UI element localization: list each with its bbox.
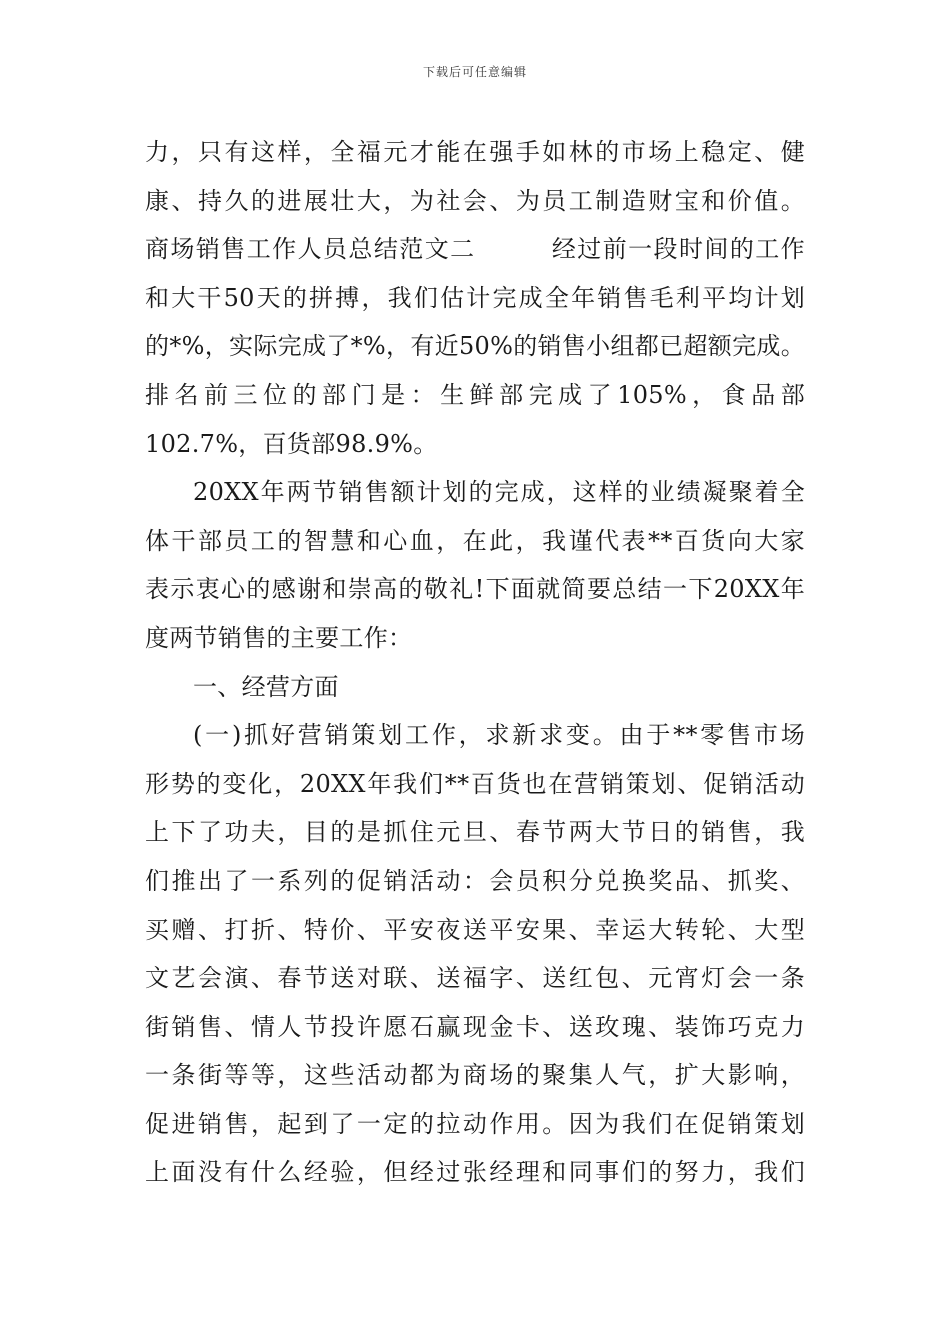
text-line: 买赠、打折、特价、平安夜送平安果、幸运大转轮、大型 xyxy=(145,915,805,944)
header-note: 下载后可任意编辑 xyxy=(422,65,527,79)
text-line: 的*%，实际完成了*%，有近50%的销售小组都已超额完成。 xyxy=(145,332,805,361)
text-line: 102.7%，百货部98.9%。 xyxy=(145,429,438,458)
text-line: 上面没有什么经验，但经过张经理和同事们的努力，我们 xyxy=(145,1158,805,1187)
text-line: 上下了功夫，目的是抓住元旦、春节两大节日的销售，我 xyxy=(145,818,805,847)
text-line: 20XX年两节销售额计划的完成，这样的业绩凝聚着全 xyxy=(193,478,805,507)
text-line: 力，只有这样，全福元才能在强手如林的市场上稳定、健 xyxy=(145,138,805,166)
document-body xyxy=(145,128,805,1197)
text-line: 文艺会演、春节送对联、送福字、送红包、元宵灯会一条 xyxy=(145,964,805,993)
text-line: 们推出了一系列的促销活动：会员积分兑换奖品、抓奖、 xyxy=(145,866,805,895)
text-line: (一)抓好营销策划工作，求新求变。由于**零售市场 xyxy=(193,721,805,750)
text-line: 表示衷心的感谢和崇高的敬礼!下面就简要总结一下20XX年 xyxy=(145,575,805,604)
text-line: 促进销售，起到了一定的拉动作用。因为我们在促销策划 xyxy=(145,1109,805,1138)
text-line: 街销售、情人节投许愿石赢现金卡、送玫瑰、装饰巧克力 xyxy=(145,1012,805,1041)
text-line: 一条街等等，这些活动都为商场的聚集人气，扩大影响， xyxy=(145,1061,805,1090)
text-line: 和大干50天的拼搏，我们估计完成全年销售毛利平均计划 xyxy=(145,283,805,312)
text-line: 体干部员工的智慧和心血，在此，我谨代表**百货向大家 xyxy=(145,526,805,555)
text-line: 度两节销售的主要工作： xyxy=(145,623,413,652)
text-line: 排名前三位的部门是：生鲜部完成了105%，食品部 xyxy=(145,380,805,409)
text-line: 一、经营方面 xyxy=(193,672,339,701)
text-line: 商场销售工作人员总结范文二 经过前一段时间的工作 xyxy=(145,235,805,264)
text-line: 形势的变化，20XX年我们**百货也在营销策划、促销活动 xyxy=(145,769,805,798)
text-line: 康、持久的进展壮大，为社会、为员工制造财宝和价值。 xyxy=(145,186,805,215)
